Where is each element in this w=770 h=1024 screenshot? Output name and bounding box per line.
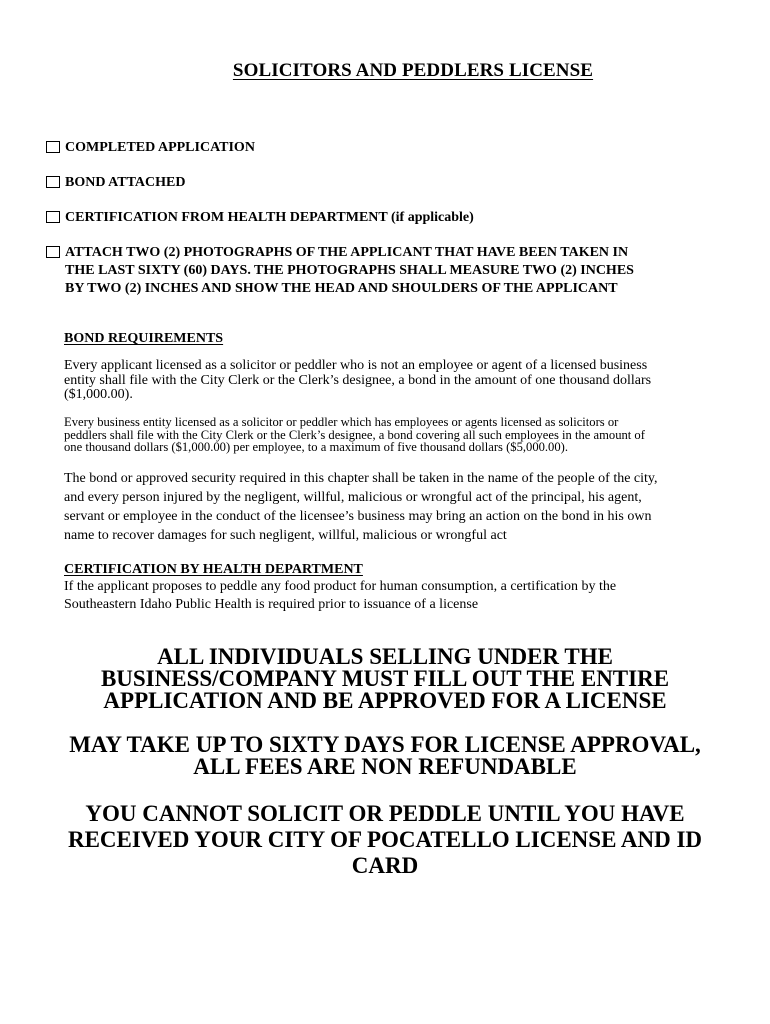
paragraph-line: one thousand dollars ($1,000.00) per employee, to a maximum of five thousand dollars ($5,000.00). — [64, 440, 568, 455]
health-certification-label: CERTIFICATION FROM HEALTH DEPARTMENT (if applicable) — [65, 210, 474, 225]
paragraph-line: Every applicant licensed as a solicitor or peddler who is not an employee or agent of a licensed business — [64, 358, 648, 373]
paragraph-line: entity shall file with the City Clerk or the Clerk’s designee, a bond in the amount of one thousand dollars — [64, 372, 652, 388]
checklist-item-health-certification[interactable] — [46, 209, 474, 227]
notice-line: MAY TAKE UP TO SIXTY DAYS FOR LICENSE APPROVAL, — [69, 732, 701, 757]
paragraph-line: Every business entity licensed as a solicitor or peddler which has employees or agents licensed as solicitors or — [64, 415, 619, 429]
bond-paragraph-business — [64, 416, 709, 454]
health-certification-heading: CERTIFICATION BY HEALTH DEPARTMENT — [64, 562, 363, 577]
notice-line: APPLICATION AND BE APPROVED FOR A LICENSE — [103, 688, 667, 713]
paragraph-line: The bond or approved security required in this chapter shall be taken in the name of the people of the city, — [64, 471, 658, 486]
bond-attached-label: BOND ATTACHED — [65, 175, 186, 190]
notice-line: ALL FEES ARE NON REFUNDABLE — [193, 754, 577, 779]
notice-line: YOU CANNOT SOLICIT OR PEDDLE UNTIL YOU HAVE — [85, 801, 685, 826]
checklist-item-photographs[interactable] — [46, 244, 686, 298]
bond-requirements-heading: BOND REQUIREMENTS — [64, 331, 224, 346]
notice-approval-time — [0, 734, 770, 778]
photographs-line: ATTACH TWO (2) PHOTOGRAPHS OF THE APPLICANT THAT HAVE BEEN TAKEN IN — [65, 245, 629, 260]
completed-application-label: COMPLETED APPLICATION — [65, 140, 255, 155]
health-paragraph — [64, 578, 709, 614]
notice-line: CARD — [351, 853, 419, 878]
checklist-item-completed-application[interactable] — [46, 139, 255, 157]
paragraph-line: servant or employee in the conduct of the licensee’s business may bring an action on the bond in his own — [64, 509, 652, 524]
health-certification-checkbox[interactable] — [46, 211, 60, 223]
checklist-item-bond-attached[interactable] — [46, 174, 185, 192]
notice-line: BUSINESS/COMPANY MUST FILL OUT THE ENTIRE — [100, 666, 670, 691]
notice-all-individuals — [0, 646, 770, 712]
bond-paragraph-security — [64, 469, 709, 545]
notice-line: RECEIVED YOUR CITY OF POCATELLO LICENSE AND ID — [67, 827, 703, 852]
photographs-checkbox[interactable] — [46, 246, 60, 258]
notice-cannot-solicit — [0, 801, 770, 879]
bond-paragraph-individual — [64, 359, 709, 403]
bond-attached-checkbox[interactable] — [46, 176, 60, 188]
paragraph-line: name to recover damages for such negligent, willful, malicious or wrongful act — [64, 528, 507, 543]
notice-line: ALL INDIVIDUALS SELLING UNDER THE — [157, 644, 613, 669]
paragraph-line: and every person injured by the negligent, willful, malicious or wrongful act of the principal, his agent, — [64, 490, 642, 505]
paragraph-line: ($1,000.00). — [64, 387, 133, 402]
photographs-label — [65, 244, 634, 298]
paragraph-line: If the applicant proposes to peddle any food product for human consumption, a certification by the — [64, 579, 617, 594]
photographs-line: BY TWO (2) INCHES AND SHOW THE HEAD AND SHOULDERS OF THE APPLICANT — [65, 281, 618, 296]
page-title: SOLICITORS AND PEDDLERS LICENSE — [232, 60, 594, 81]
paragraph-line: peddlers shall file with the City Clerk or the Clerk’s designee, a bond covering all such employees in the amount of — [64, 427, 645, 442]
paragraph-line: Southeastern Idaho Public Health is required prior to issuance of a license — [64, 597, 479, 612]
completed-application-checkbox[interactable] — [46, 141, 60, 153]
photographs-line: THE LAST SIXTY (60) DAYS. THE PHOTOGRAPHS SHALL MEASURE TWO (2) INCHES — [65, 263, 634, 278]
